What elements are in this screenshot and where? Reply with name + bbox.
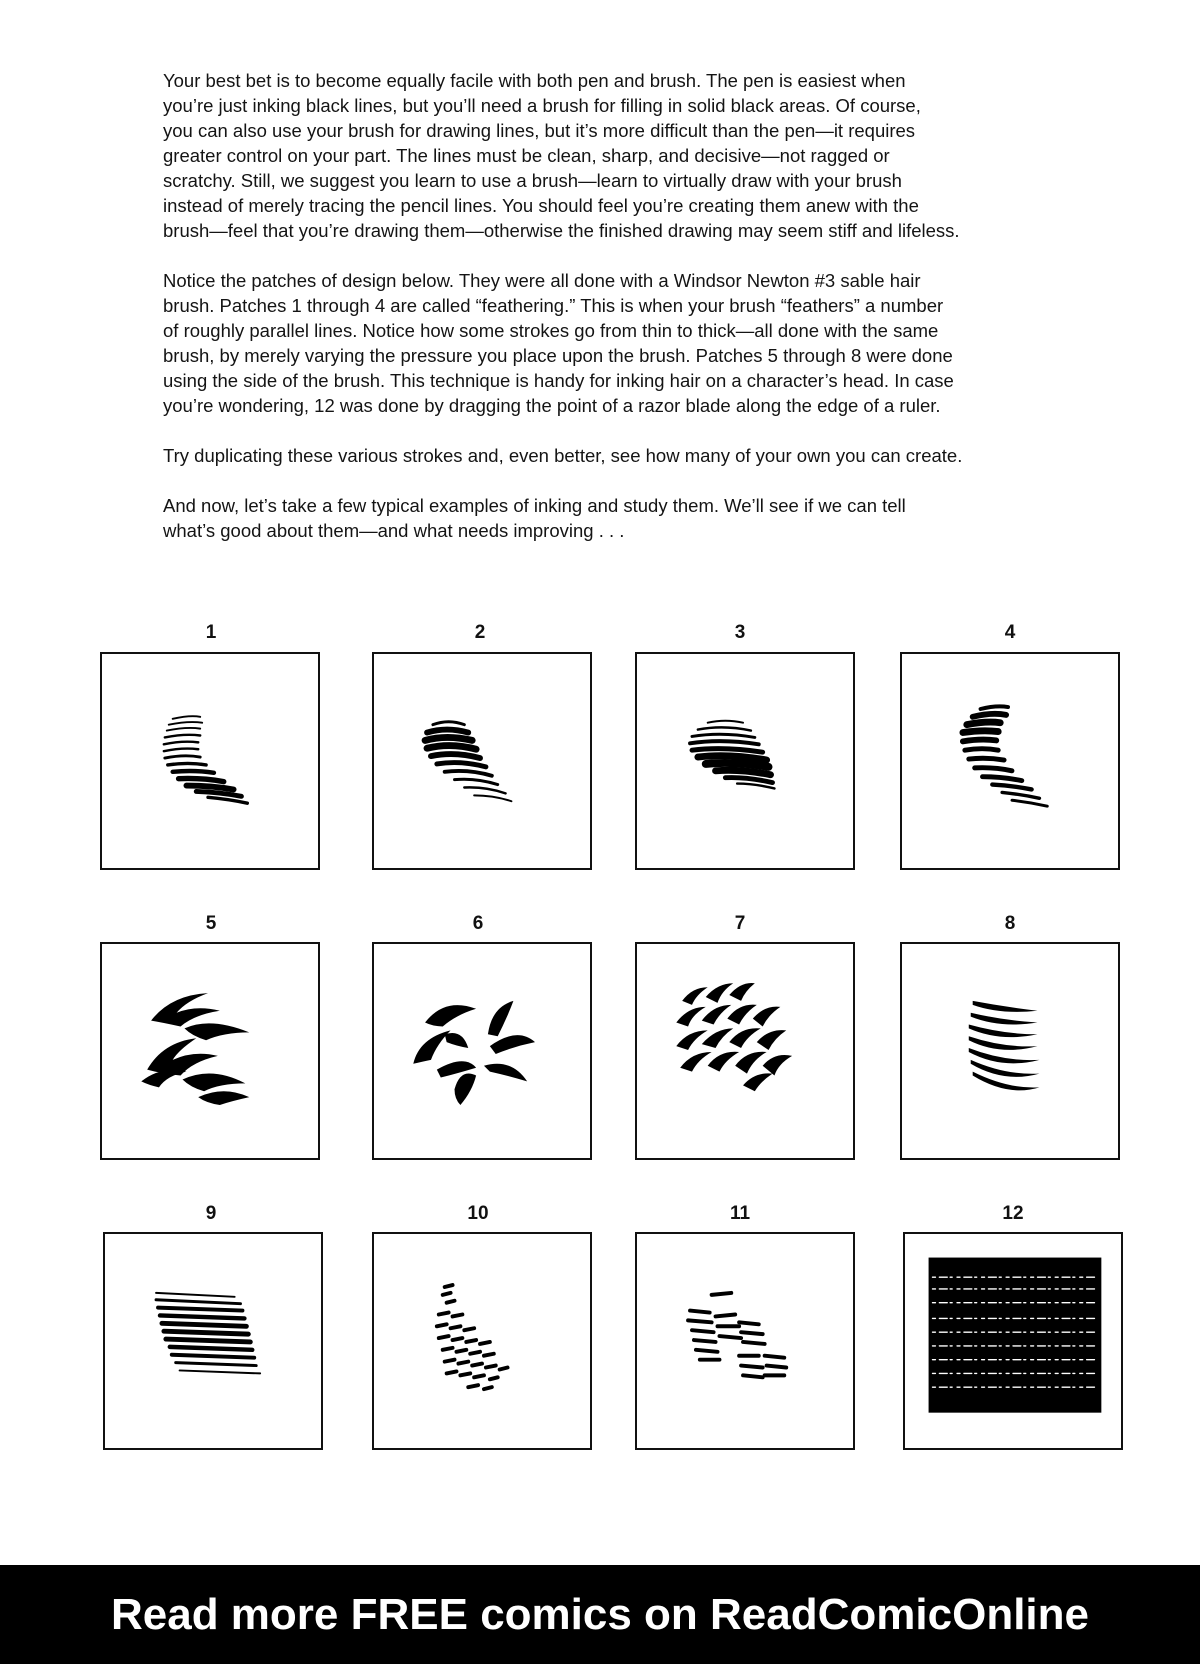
patch-number-11: 11 <box>729 1203 751 1224</box>
patch-10 <box>372 1232 592 1450</box>
dash-clusters-stroke <box>637 1234 853 1448</box>
patch-4 <box>900 652 1120 870</box>
patch-5 <box>100 942 320 1160</box>
paragraph-try-duplicating: Try duplicating these various strokes and, even better, see how many of your own you can create. <box>163 445 963 466</box>
patch-11 <box>635 1232 855 1450</box>
brush-side-scales-stroke <box>637 944 853 1158</box>
patch-number-8: 8 <box>1004 913 1016 934</box>
promo-banner[interactable] <box>0 1565 1200 1664</box>
patch-number-2: 2 <box>474 622 486 643</box>
patch-number-5: 5 <box>205 913 217 934</box>
patch-number-3: 3 <box>734 622 746 643</box>
razor-scratched-black-fill <box>905 1234 1121 1448</box>
feather-crescent-bold-stroke <box>902 654 1118 868</box>
small-dashes-stroke <box>374 1234 590 1448</box>
patch-number-1: 1 <box>205 622 217 643</box>
paragraph-patches: Notice the patches of design below. They were all done with a Windsor Newton #3 sable hair brush. Patches 1 through 4 are called “feathering.” This is when your brush “feathers” a number of roughly parallel lines. Notice how some strokes go from thin to thick—all done with the same brush, by merely varying the pressure you place upon the brush. Patches 5 through 8 were done using the side of the brush. This technique is handy for inking hair on a character’s head. In case you’re wondering, 12 was done by dragging the point of a razor blade along the edge of a ruler. <box>163 270 954 416</box>
patch-3 <box>635 652 855 870</box>
patch-number-9: 9 <box>205 1203 217 1224</box>
feather-comma-stroke <box>374 654 590 868</box>
patch-number-6: 6 <box>472 913 484 934</box>
patch-6 <box>372 942 592 1160</box>
patch-number-4: 4 <box>1004 622 1016 643</box>
patch-8 <box>900 942 1120 1160</box>
patch-1 <box>100 652 320 870</box>
patch-7 <box>635 942 855 1160</box>
feather-blob-stroke <box>637 654 853 868</box>
paragraph-pen-and-brush: Your best bet is to become equally facile with both pen and brush. The pen is easiest when you’re just inking black lines, but you’ll need a brush for filling in solid black areas. Of course, you can also use your brush for drawing lines, but it’s more difficult than the pen—it requires greater control on your part. The lines must be clean, sharp, and decisive—not ragged or scratchy. Still, we suggest you learn to use a brush—learn to virtually draw with your brush instead of merely tracing the pencil lines. You should feel you’re creating them anew with the brush—feel that you’re drawing them—otherwise the finished drawing may seem stiff and lifeless. <box>163 70 960 241</box>
patch-12 <box>903 1232 1123 1450</box>
brush-side-flames-stroke <box>102 944 318 1158</box>
paragraph-examples: And now, let’s take a few typical examples of inking and study them. We’ll see if we can tell what’s good about them—and what needs improving . . . <box>163 495 906 541</box>
brush-side-leaves-stroke <box>374 944 590 1158</box>
patch-number-7: 7 <box>734 913 746 934</box>
brush-side-stacked-arcs-stroke <box>902 944 1118 1158</box>
patch-9 <box>103 1232 323 1450</box>
feather-crescent-light-stroke <box>102 654 318 868</box>
patch-2 <box>372 652 592 870</box>
parallel-lines-stroke <box>105 1234 321 1448</box>
patch-number-10: 10 <box>467 1203 489 1224</box>
promo-banner-text: Read more FREE comics on ReadComicOnline <box>110 1589 1089 1639</box>
patch-number-12: 12 <box>1002 1203 1024 1224</box>
